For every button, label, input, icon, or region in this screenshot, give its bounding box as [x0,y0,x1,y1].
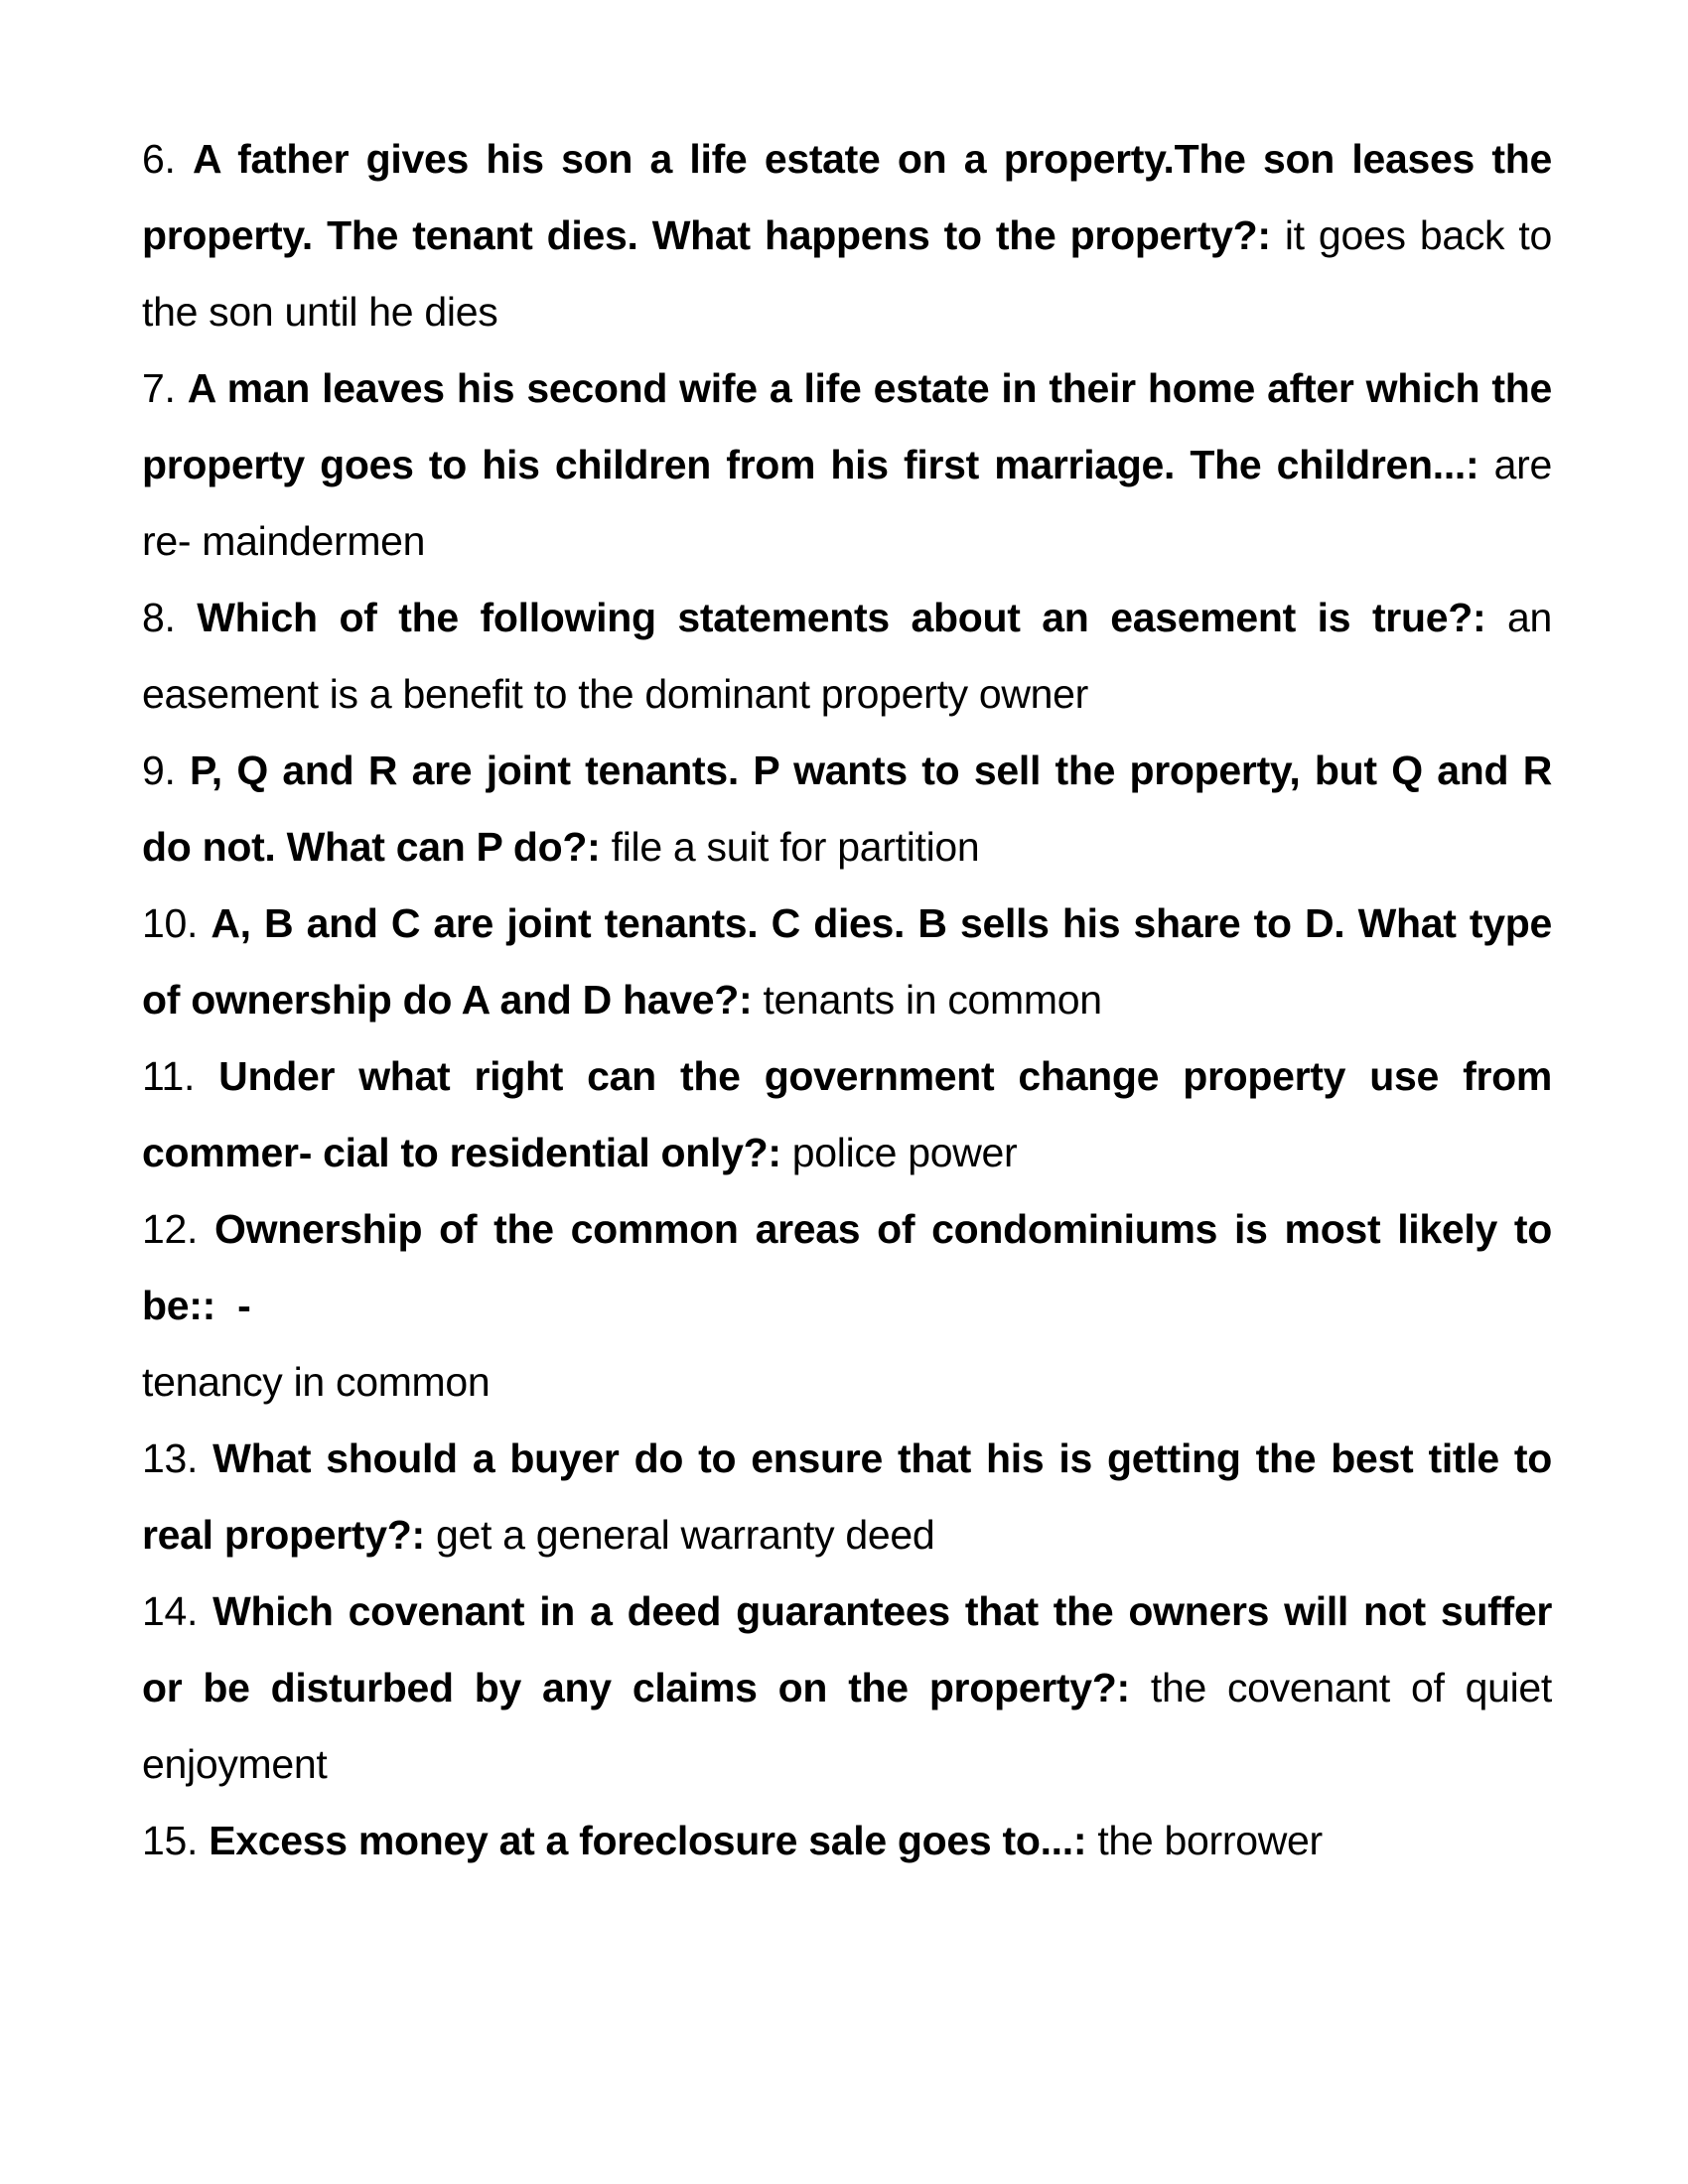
question-text: Ownership of the common areas of condominiums is most likely to be:: - [142,1206,1553,1328]
qa-item-11 [142,1038,1552,1191]
item-number: 6. [142,136,176,182]
item-number: 13. [142,1435,199,1481]
item-number: 14. [142,1588,199,1634]
question-text: Which covenant in a deed guarantees that the owners will not suffer or be disturbed by any claims on the property?: [142,1588,1552,1710]
qa-list [142,121,1552,1879]
question-text: A, B and C are joint tenants. C dies. B sells his share to D. What type of ownership do A and D have?: [142,900,1553,1023]
answer-text: the covenant of quiet enjoyment [142,1665,1553,1787]
answer-text: get a general warranty deed [435,1512,935,1558]
item-number: 9. [142,748,176,793]
qa-item-13 [142,1421,1552,1573]
answer-text: police power [791,1130,1018,1175]
qa-item-10 [142,886,1552,1038]
item-number: 10. [142,900,199,946]
item-number: 7. [142,365,176,411]
qa-item-15 [142,1803,1552,1879]
answer-text: an easement is a benefit to the dominant property owner [142,595,1553,717]
qa-item-9 [142,733,1552,886]
question-text: Under what right can the government change property use from commer- cial to residential only?: [142,1053,1552,1175]
qa-item-6 [142,121,1552,350]
question-text: A man leaves his second wife a life estate in their home after which the property goes to his children from his first marriage. The children...: [142,365,1552,487]
answer-text: it goes back to the son until he dies [142,212,1552,335]
answer-text: tenants in common [763,977,1102,1023]
question-text: P, Q and R are joint tenants. P wants to sell the property, but Q and R do not. What can P do?: [142,748,1553,870]
answer-text: tenancy in common [142,1359,491,1405]
question-text: Which of the following statements about an easement is true?: [197,595,1486,640]
qa-item-7 [142,350,1552,580]
qa-item-12 [142,1191,1552,1421]
answer-text: file a suit for partition [611,824,980,870]
item-number: 12. [142,1206,199,1252]
item-number: 15. [142,1818,199,1863]
item-number: 11. [142,1053,196,1099]
answer-text: the borrower [1097,1818,1323,1863]
question-text: Excess money at a foreclosure sale goes to...: [209,1818,1087,1863]
qa-item-8 [142,580,1552,733]
item-number: 8. [142,595,176,640]
question-text: What should a buyer do to ensure that his is getting the best title to real property?: [142,1435,1553,1558]
question-text: A father gives his son a life estate on a property.The son leases the property. The tenant dies. What happens to the property?: [142,136,1552,258]
answer-text: are re- maindermen [142,442,1553,564]
qa-item-14 [142,1573,1552,1803]
